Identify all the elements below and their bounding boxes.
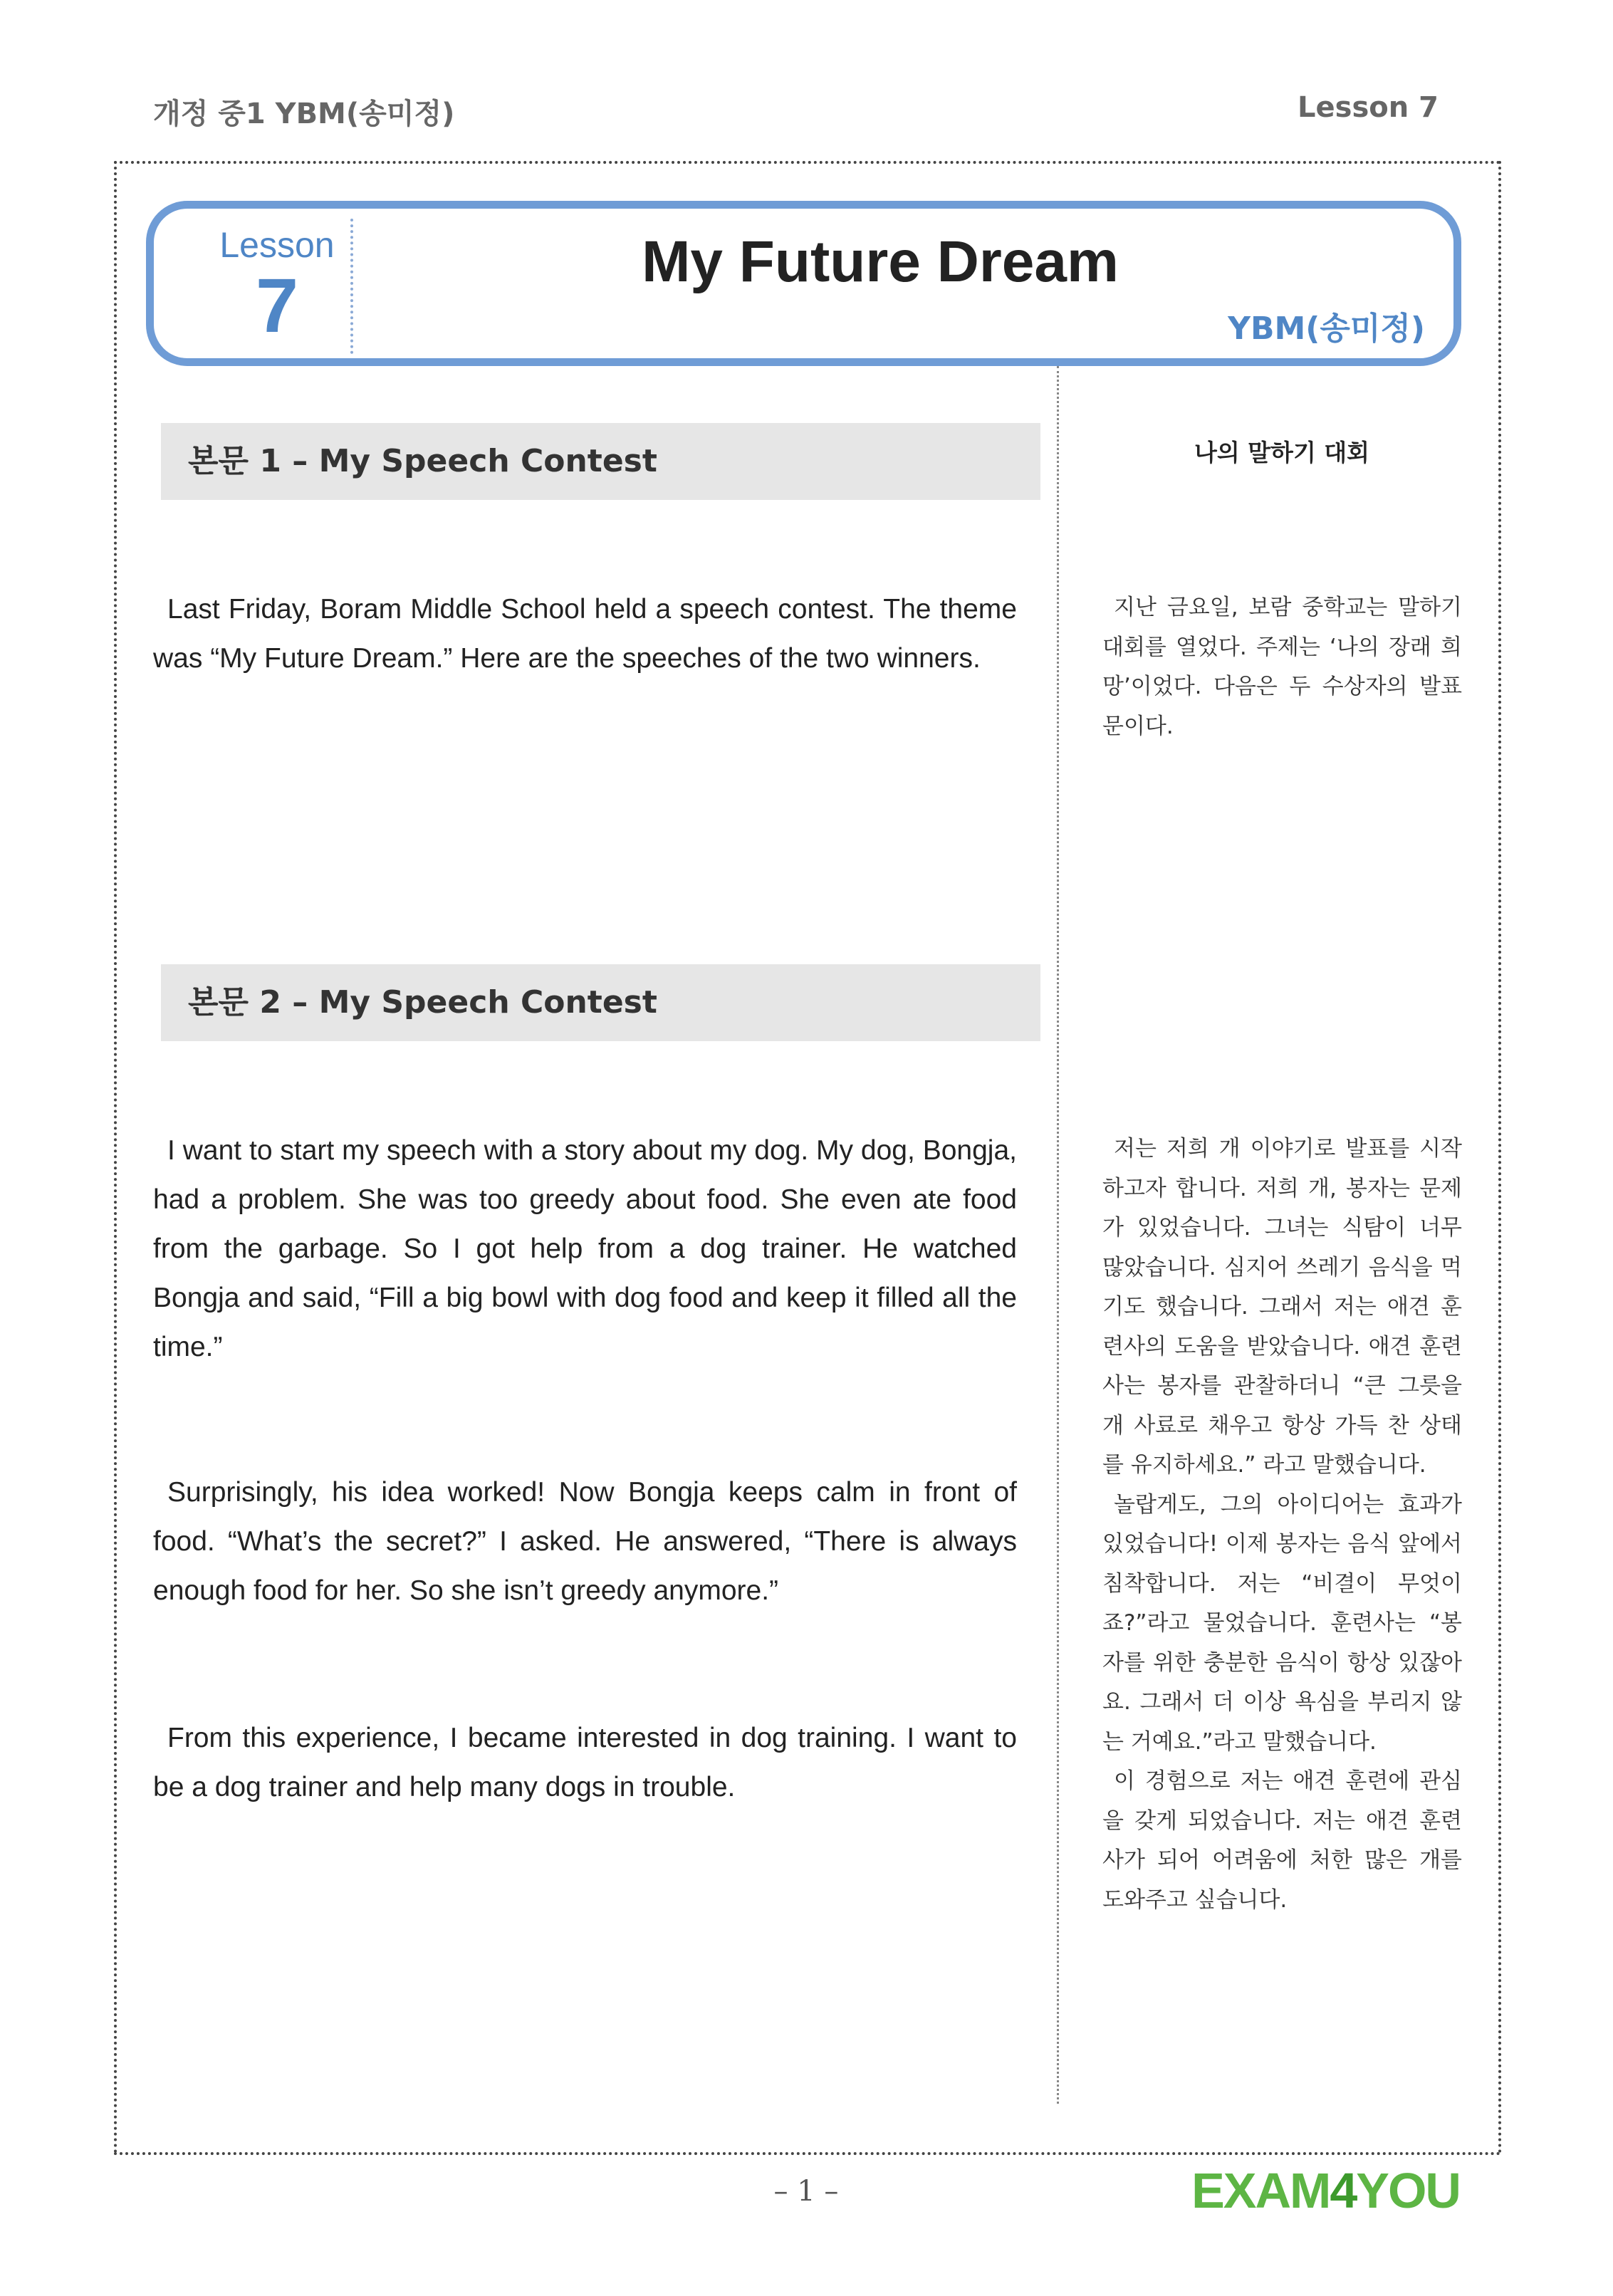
- logo-exam: EXAM: [1191, 2163, 1330, 2218]
- lesson-number: 7: [255, 262, 299, 348]
- translation-paragraph: 이 경험으로 저는 애견 훈련에 관심을 갖게 되었습니다. 저는 애견 훈련사가 되어 어려움에 처한 많은 개를 도와주고 싶습니다.: [1102, 1768, 1462, 1913]
- translation-paragraph: 저는 저희 개 이야기로 발표를 시작하고자 합니다. 저희 개, 봉자는 문제가 있었습니다. 그녀는 식탐이 너무 많았습니다. 심지어 쓰레기 음식을 먹기도 했습니다. 그래서 저는 애견 훈련사의 도움을 받았습니다. 애견 훈련사는 봉자를 관찰하더니 “큰 그릇을 개 사료로 채우고 항상 가득 찬 상태를 유지하세요.” 라고 말했습니다.: [1102, 1136, 1462, 1478]
- translation-paragraph: 놀랍게도, 그의 아이디어는 효과가 있었습니다! 이제 봉자는 음식 앞에서 침착합니다. 저는 “비결이 무엇이죠?”라고 물었습니다. 훈련사는 “봉자를 위한 충분한 음식이 항상 있잖아요. 그래서 더 이상 욕심을 부리지 않는 거예요.”라고 말했습니다.: [1102, 1491, 1462, 1755]
- english-paragraph: Surprisingly, his idea worked! Now Bongja keeps calm in front of food. “What’s the secret?” I asked. He answered, “There is always enough food for her. So she isn’t greedy anymore.”: [153, 1477, 1017, 1606]
- title-box: [146, 201, 1461, 366]
- header-lesson: Lesson 7: [1298, 91, 1439, 124]
- column-divider: [1057, 366, 1059, 2104]
- english-paragraph: From this experience, I became interested in dog training. I want to be a dog trainer and help many dogs in trouble.: [153, 1723, 1017, 1802]
- page-title: My Future Dream: [642, 229, 1119, 294]
- logo-you: YOU: [1356, 2163, 1460, 2218]
- header-course: 개정 중1 YBM(송미정): [153, 98, 455, 130]
- translation-block-2: [1102, 1129, 1462, 1920]
- section-heading-2: 본문 2 – My Speech Contest: [161, 964, 1040, 1041]
- page-number: – 1 –: [773, 2175, 839, 2208]
- brand-logo: [1191, 2162, 1460, 2219]
- logo-four: 4: [1330, 2163, 1357, 2218]
- english-paragraph: I want to start my speech with a story about my dog. My dog, Bongja, had a problem. She was too greedy about food. She even ate food from the garbage. So I got help from a dog trainer. He watched Bongja and said, “Fill a big bowl with dog food and keep it filled all the time.”: [153, 1135, 1017, 1362]
- english-paragraph: Last Friday, Boram Middle School held a speech contest. The theme was “My Future Dream.” Here are the speeches of the two winners.: [153, 594, 1017, 674]
- publisher-label: YBM(송미정): [1228, 311, 1425, 347]
- translation-title: 나의 말하기 대회: [1194, 439, 1370, 466]
- translation-block-1: 지난 금요일, 보람 중학교는 말하기 대회를 열었다. 주제는 ‘나의 장래 희망’이었다. 다음은 두 수상자의 발표문이다.: [1102, 595, 1462, 739]
- lesson-label: Lesson: [219, 225, 335, 265]
- section-heading-1: 본문 1 – My Speech Contest: [161, 423, 1040, 500]
